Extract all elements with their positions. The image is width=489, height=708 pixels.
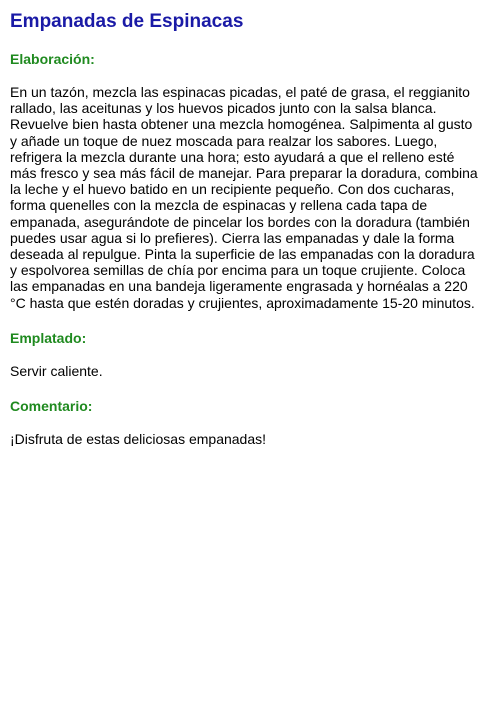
section-elaboracion <box>10 50 479 311</box>
section-body-elaboracion: En un tazón, mezcla las espinacas picadas, el paté de grasa, el reggianito rallado, las aceitunas y los huevos picados junto con la salsa blanca. Revuelve bien hasta obtener una mezcla homogénea. Salpimenta al gusto y añade un toque de nuez moscada para realzar los sabores. Luego, refrigera la mezcla durante una hora; esto ayudará a que el relleno esté más fresco y sea más fácil de manejar. Para preparar la doradura, combina la leche y el huevo batido en un recipiente pequeño. Con dos cucharas, forma quenelles con la mezcla de espinacas y rellena cada tapa de empanada, asegurándote de pincelar los bordes con la doradura (también puedes usar agua si lo prefieres). Cierra las empanadas y dale la forma deseada al repulgue. Pinta la superficie de las empanadas con la doradura y espolvorea semillas de chía por encima para un toque crujiente. Coloca las empanadas en una bandeja ligeramente engrasada y hornéalas a 220 °C hasta que estén doradas y crujientes, aproximadamente 15-20 minutos. <box>10 84 478 311</box>
section-body-emplatado: Servir caliente. <box>10 362 103 379</box>
section-emplatado <box>10 329 479 379</box>
section-body-comentario: ¡Disfruta de estas deliciosas empanadas! <box>10 431 267 448</box>
section-heading-elaboracion: Elaboración: <box>10 51 95 67</box>
page-title: Empanadas de Espinacas <box>10 11 244 32</box>
section-comentario <box>10 397 479 447</box>
section-heading-comentario: Comentario: <box>10 398 93 415</box>
section-heading-emplatado: Emplatado: <box>10 329 87 346</box>
